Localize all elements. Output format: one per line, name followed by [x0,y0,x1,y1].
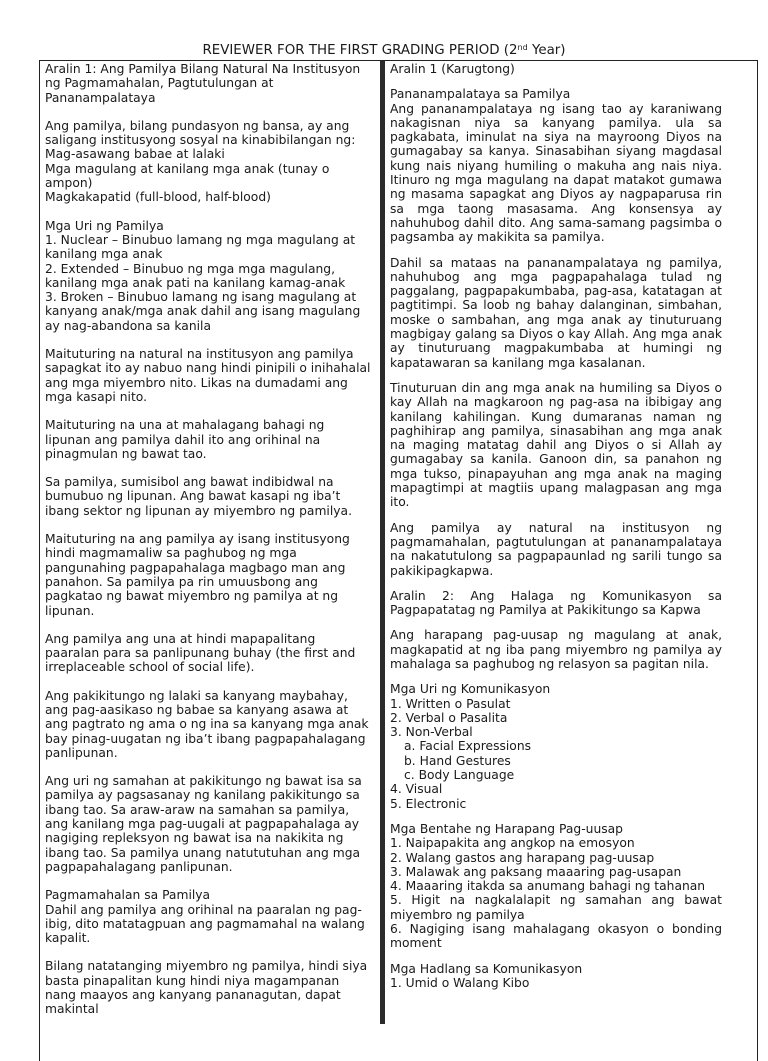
member-item: Magkakapatid (full-blood, half-blood) [45,190,271,205]
comm-item: 3. Non-Verbal [390,725,473,740]
lesson2-heading: Aralin 2: Ang Halaga ng Komunikasyon sa Pagpapatatag ng Pamilya at Pakikitungo sa Kapwa [390,588,722,618]
paragraph: Ang pamilya ay natural na institusyon ng pagmamahalan, pagtutulungan at pananampalataya na nakatutulong sa pagpapaunlad ng sarili tungo sa pakikipagkapwa. [390,520,722,578]
advantage-item: 4. Maaaring itakda sa anumang bahagi ng tahanan [390,879,706,894]
family-types-title: Mga Uri ng Pamilya [45,218,164,233]
member-item: Mag-asawang babae at lalaki [45,147,225,162]
paragraph: Ang pakikitungo ng lalaki sa kanyang maybahay, ang pag-aasikaso ng babae sa kanyang asawa at ang pagtrato ng ama o ng ina sa kanyang mga anak bay pinag-uugatan ng iba’t ibang pagpapahalagang panlipunan. [45,688,369,760]
comm-item: 5. Electronic [390,796,467,811]
lesson1-heading: Aralin 1: Ang Pamilya Bilang Natural Na Institusyon ng Pagmamahalan, Pagtutulungan at Pananampalataya [45,62,361,105]
faith-title: Pananampalataya sa Pamilya [390,87,571,102]
paragraph: Bilang natatanging miyembro ng pamilya, hindi siya basta pinapalitan kung hindi niya magampanan nang maayos ang kanyang pananagutan, dapat makintal [45,959,368,1017]
page-title [0,43,768,59]
barriers-title: Mga Hadlang sa Komunikasyon [390,961,583,976]
title-suffix: Year) [527,43,566,58]
love-title: Pagmamahalan sa Pamilya [45,888,211,903]
advantages-title: Mga Bentahe ng Harapang Pag-uusap [390,821,623,836]
paragraph: Tinuturuan din ang mga anak na humiling sa Diyos o kay Allah na magkaroon ng pag-asa na ibibigay ang kanilang kahilingan. Kung dumaranas naman ng paghihirap ang pamilya, sinasabihan ang mga anak na maging matatag dahil ang Diyos o si Allah ay gumagabay sa kanila. Ganoon din, sa panahon ng mga tukso, pinapayuhan ang mga anak na maging mapagtimpi at magtiis upang malagpasan ang mga ito. [390,380,722,510]
barriers-block [390,962,722,991]
left-column [45,62,373,1031]
paragraph: Maituturing na natural na institusyon ang pamilya sapagkat ito ay nabuo nang hindi pinipili o inihahalal ang mga miyembro nito. Likas na dumadami ang mga kasapi nito. [45,347,371,404]
love-block [45,888,373,945]
member-item: Mga magulang at kanilang mga anak (tunay o ampon) [45,161,330,191]
family-types-block [45,219,373,333]
title-prefix: REVIEWER FOR THE FIRST GRADING PERIOD (2 [202,43,518,58]
nonverbal-item: c. Body Language [404,768,515,783]
faith-text: Ang pananampalataya ng isang tao ay karaniwang nakagisnan niya sa kanyang pamilya. ula sa pagkabata, iminulat na siya na mayroong Diyos na gumagabay sa kanya. Sinasabihan siyang magdasal kung nais niyang humiling o makuha ang nais niya. Itinuro ng mga magulang na dapat matakot gumawa ng masama sapagkat ang Diyos ay nagpaparusa rin sa mga taong masasama. Ang konsensya ay nahuhubog dahil dito. Ang sama-samang pagsimba o pagsamba ay makikita sa pamilya. [390,101,722,245]
comm-item: 1. Written o Pasulat [390,696,511,711]
communication-types-block [390,682,722,811]
advantage-item: 1. Naipapakita ang angkop na emosyon [390,836,635,851]
advantage-item: 3. Malawak ang paksang maaaring pag-usapan [390,864,682,879]
family-members-block [45,119,373,205]
paragraph: Ang harapang pag-uusap ng magulang at anak, magkapatid at ng iba pang miyembro ng pamilya ay mahalaga sa paghubog ng relasyon sa pagitan nila. [390,628,722,671]
title-superscript: nd [517,43,528,52]
comm-item: 4. Visual [390,782,443,797]
nonverbal-item: b. Hand Gestures [404,753,511,768]
right-column [390,62,722,1001]
type-item: 2. Extended – Binubuo ng mga mga magulang, kanilang mga anak pati na kanilang kamag-anak [45,261,346,290]
advantage-item: 6. Nagiging isang mahalagang okasyon o bonding moment [390,922,722,951]
type-item: 3. Broken – Binubuo lamang ng isang magulang at kanyang anak/mga anak dahil ang isang magulang ay nag-abandona sa kanila [45,290,361,333]
paragraph: Maituturing na ang pamilya ay isang institusyong hindi magmamaliw sa paghubog ng mga pangunahing pagpapahalaga magbago man ang panahon. Sa pamilya pa rin umuusbong ang pagkatao ng bawat miyembro ng pamilya at ng lipunan. [45,532,350,618]
love-text: Dahil ang pamilya ang orihinal na paaralan ng pag-ibig, dito matatagpuan ang pagmamahal na walang kapalit. [45,902,365,946]
paragraph: Sa pamilya, sumisibol ang bawat indibidwal na bumubuo ng lipunan. Ang bawat kasapi ng iba’t ibang sektor ng lipunan ay miyembro ng pamilya. [45,475,352,518]
nonverbal-item: a. Facial Expressions [404,739,532,754]
advantage-item: 2. Walang gastos ang harapang pag-uusap [390,850,655,865]
paragraph: Ang uri ng samahan at pakikitungo ng bawat isa sa pamilya ay pagsasanay ng kanilang pakikitungo sa ibang tao. Sa araw-araw na samahan sa pamilya, ang kanilang mga pag-uugali at pagpapahalaga ay nagiging repleksyon ng bawat isa na nakikita ng ibang tao. Sa pamilya unang natututuhan ang mga pagpapahalagang panlipunan. [45,774,362,874]
paragraph: Dahil sa mataas na pananampalataya ng pamilya, nahuhubog ang mga pagpapahalaga tulad ng paggalang, pagpapakumbaba, pag-asa, katatagan at pagtitimpi. Sa loob ng bahay dalanginan, simbahan, moske o sambahan, ang mga anak ay tinuturuang magbigay galang sa Diyos o kay Allah. Ang mga anak ay tinuturuang magpakumbaba at humingi ng kapatawaran sa kanilang mga kasalanan. [390,255,722,370]
communication-types-title: Mga Uri ng Komunikasyon [390,682,551,697]
type-item: 1. Nuclear – Binubuo lamang ng mga magulang at kanilang mga anak [45,232,356,262]
comm-item: 2. Verbal o Pasalita [390,710,508,725]
family-intro: Ang pamilya, bilang pundasyon ng bansa, ay ang saligang institusyong sosyal na kinabibilangan ng: [45,118,356,148]
column-divider [380,61,385,1024]
advantages-block [390,822,722,951]
paragraph: Ang pamilya ang una at hindi mapapalitang paaralan para sa panlipunang buhay (the first and irreplaceable school of social life). [45,631,356,675]
lesson1-continued-heading: Aralin 1 (Karugtong) [390,62,515,76]
barrier-item: 1. Umid o Walang Kibo [390,975,530,990]
paragraph: Maituturing na una at mahalagang bahagi ng lipunan ang pamilya dahil ito ang orihinal na pinagmulan ng bawat tao. [45,418,325,461]
faith-block [390,87,722,244]
advantage-item: 5. Higit na nagkalalapit ng samahan ang bawat miyembro ng pamilya [390,893,722,922]
